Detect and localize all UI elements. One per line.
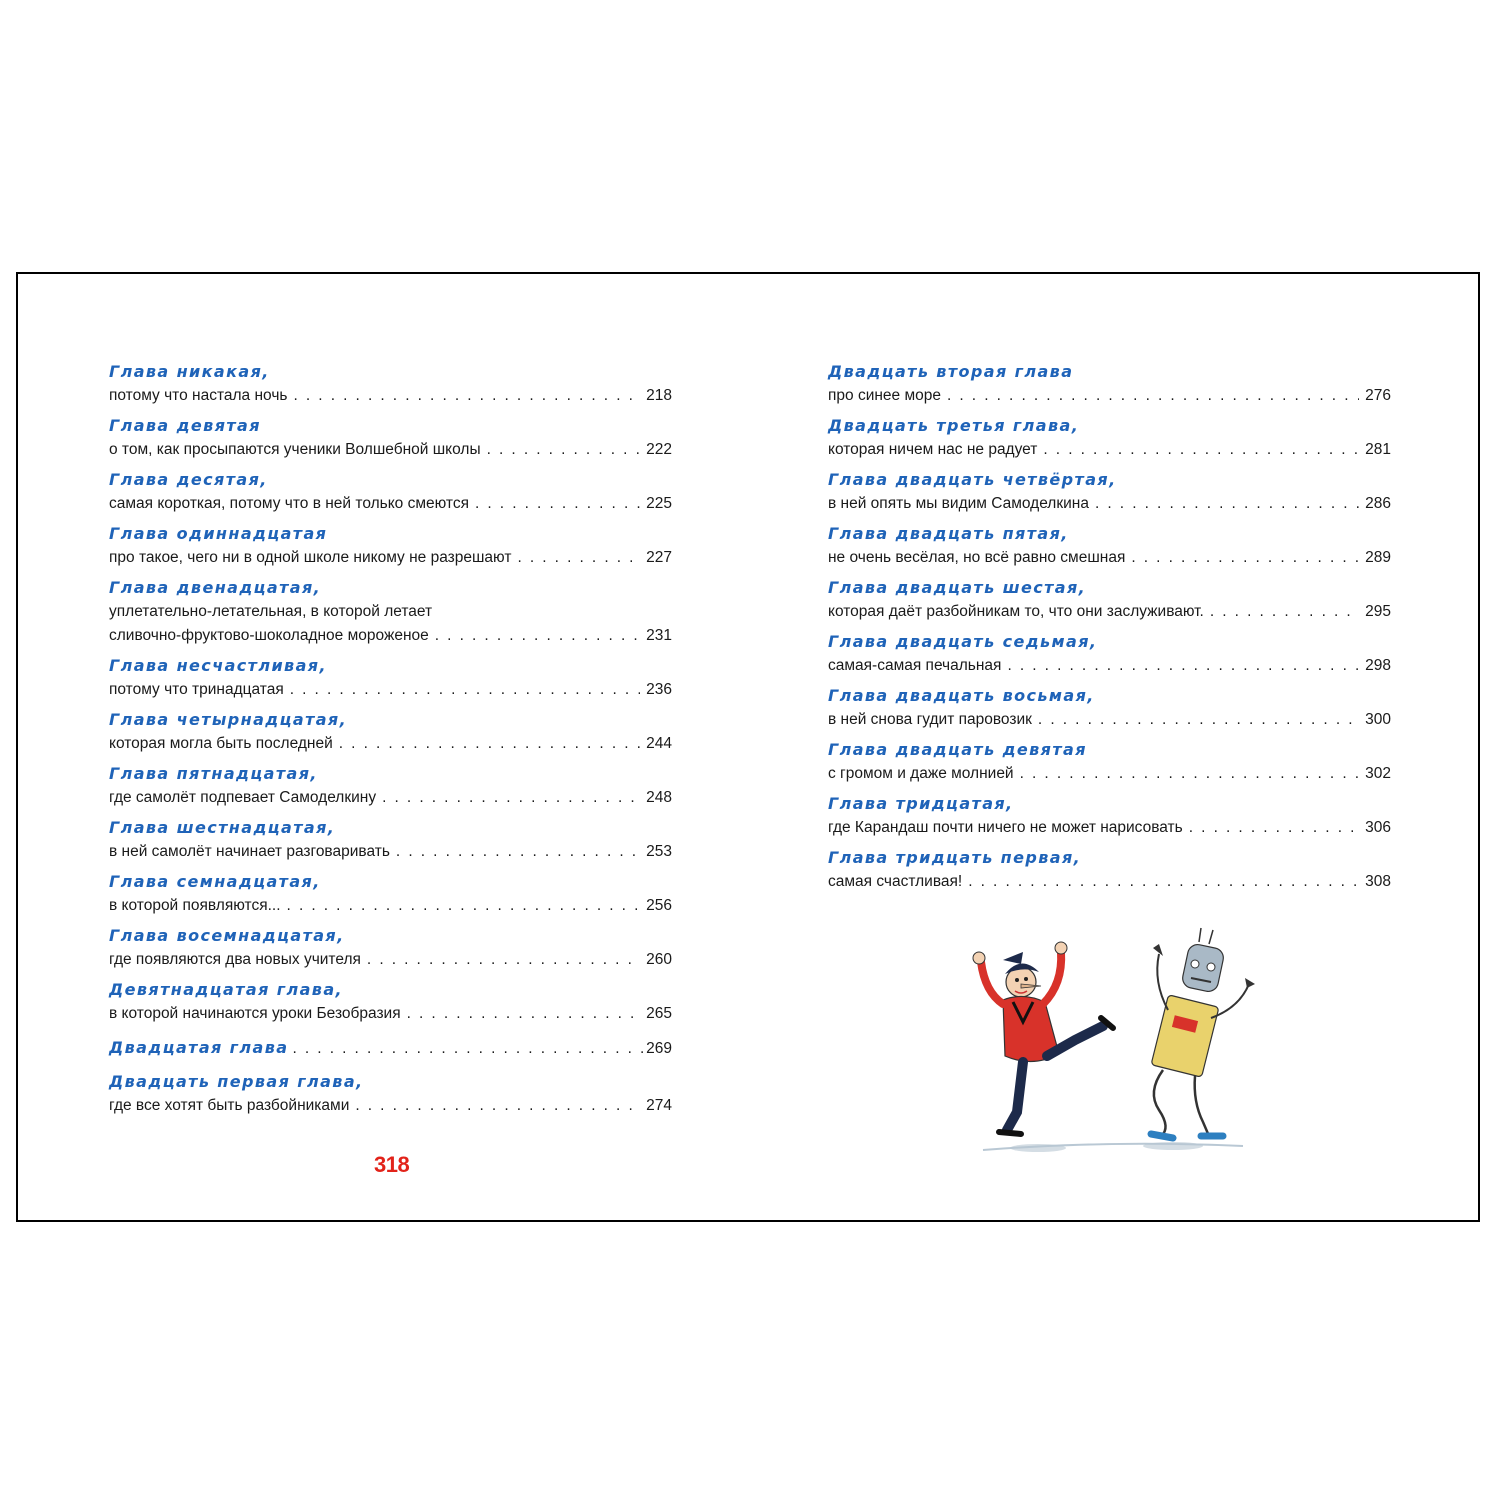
toc-entry[interactable]: [109, 924, 672, 972]
toc-title-line: [109, 1036, 672, 1060]
dot-leader: [1038, 708, 1359, 732]
dot-leader: [1095, 492, 1359, 516]
chapter-subtitle-line: [109, 624, 672, 648]
chapter-subtitle-line: [109, 948, 672, 972]
chapter-page-number: 227: [646, 549, 672, 566]
toc-entry[interactable]: [828, 738, 1391, 786]
chapter-page-number: 236: [646, 681, 672, 698]
chapter-title: Глава двадцать девятая: [828, 740, 1087, 759]
chapter-subtitle-line: [109, 732, 672, 756]
toc-right-column: [828, 360, 1391, 894]
chapter-page-number: 260: [646, 951, 672, 968]
dot-leader: [293, 384, 640, 408]
chapter-subtitle: в ней опять мы видим Самоделкина: [828, 495, 1089, 512]
toc-entry[interactable]: [109, 978, 672, 1026]
chapter-subtitle-line: [109, 894, 672, 918]
chapter-page-number: 286: [1365, 495, 1391, 512]
chapter-subtitle: где самолёт подпевает Самоделкину: [109, 789, 377, 806]
dot-leader: [382, 786, 640, 810]
chapter-subtitle-line: [109, 492, 672, 516]
chapter-subtitle: где все хотят быть разбойниками: [109, 1097, 350, 1114]
chapter-subtitle-line: [109, 678, 672, 702]
chapter-page-number: 295: [1365, 603, 1391, 620]
toc-entry[interactable]: [109, 576, 672, 648]
chapter-subtitle: уплетательно-летательная, в которой летает: [109, 603, 433, 620]
chapter-title: Глава двенадцатая,: [109, 578, 322, 597]
chapter-title: Глава двадцать восьмая,: [828, 686, 1095, 705]
chapter-subtitle-line: [828, 438, 1391, 462]
chapter-subtitle: потому что тринадцатая: [109, 681, 284, 698]
chapter-page-number: 222: [646, 441, 672, 458]
chapter-subtitle: где Карандаш почти ничего не может нарисовать: [828, 819, 1183, 836]
dot-leader: [517, 546, 640, 570]
chapter-subtitle-line: [828, 600, 1391, 624]
pencil-character-icon: [973, 942, 1113, 1134]
chapter-subtitle-line: [109, 1094, 672, 1118]
chapter-subtitle-line: [109, 384, 672, 408]
chapter-title: Глава несчастливая,: [109, 656, 327, 675]
toc-entry[interactable]: [828, 360, 1391, 408]
toc-entry[interactable]: [828, 630, 1391, 678]
chapter-title: Двадцать вторая глава: [828, 362, 1074, 381]
chapter-subtitle-line: [828, 546, 1391, 570]
dot-leader: [367, 948, 640, 972]
chapter-subtitle: про такое, чего ни в одной школе никому не разрешают: [109, 549, 512, 566]
chapter-page-number: 265: [646, 1005, 672, 1022]
chapter-title: Глава шестнадцатая,: [109, 818, 336, 837]
toc-entry[interactable]: [109, 522, 672, 570]
dot-leader: [1007, 654, 1359, 678]
chapter-subtitle: самая счастливая!: [828, 873, 963, 890]
toc-entry[interactable]: [828, 684, 1391, 732]
chapter-page-number: 256: [646, 897, 672, 914]
chapter-title: Глава восемнадцатая,: [109, 926, 345, 945]
book-spread: [16, 272, 1480, 1222]
dot-leader: [290, 678, 640, 702]
chapter-title: Глава двадцать шестая,: [828, 578, 1087, 597]
chapter-title: Глава одиннадцатая: [109, 524, 328, 543]
robot-character-icon: [1151, 928, 1255, 1138]
chapter-title: Двадцать первая глава,: [109, 1072, 364, 1091]
chapter-page-number: 244: [646, 735, 672, 752]
chapter-page-number: 308: [1365, 873, 1391, 890]
toc-entry[interactable]: [828, 846, 1391, 894]
chapter-subtitle-line: [109, 840, 672, 864]
toc-entry[interactable]: [828, 576, 1391, 624]
page-number: 318: [374, 1152, 410, 1177]
chapter-subtitle: где появляются два новых учителя: [109, 951, 361, 968]
chapter-title: Глава двадцать седьмая,: [828, 632, 1098, 651]
chapter-page-number: 231: [646, 627, 672, 644]
chapter-title: Глава пятнадцатая,: [109, 764, 318, 783]
chapter-subtitle-line: [828, 870, 1391, 894]
chapter-subtitle: которая могла быть последней: [109, 735, 333, 752]
chapter-subtitle: которая ничем нас не радует: [828, 441, 1038, 458]
toc-entry[interactable]: [109, 414, 672, 462]
chapter-page-number: 218: [646, 387, 672, 404]
toc-entry[interactable]: [109, 1036, 672, 1060]
dot-leader: [1189, 816, 1359, 840]
dot-leader: [1043, 438, 1359, 462]
dot-leader: [475, 492, 640, 516]
chapter-subtitle: в которой начинаются уроки Безобразия: [109, 1005, 401, 1022]
chapter-subtitle-line: [109, 438, 672, 462]
toc-left-column: [109, 360, 672, 1118]
chapter-page-number: 276: [1365, 387, 1391, 404]
chapter-title: Глава десятая,: [109, 470, 268, 489]
chapter-subtitle: самая короткая, потому что в ней только смеются: [109, 495, 469, 512]
chapter-page-number: 306: [1365, 819, 1391, 836]
toc-entry[interactable]: [109, 468, 672, 516]
chapter-title: Девятнадцатая глава,: [109, 980, 343, 999]
dot-leader: [1210, 600, 1359, 624]
chapter-page-number: 298: [1365, 657, 1391, 674]
dot-leader: [1131, 546, 1359, 570]
chapter-title: Глава четырнадцатая,: [109, 710, 348, 729]
chapter-subtitle-line: [109, 600, 672, 624]
dot-leader: [487, 438, 641, 462]
chapter-page-number: 289: [1365, 549, 1391, 566]
chapter-title: Глава двадцать четвёртая,: [828, 470, 1117, 489]
chapter-subtitle: в ней снова гудит паровозик: [828, 711, 1032, 728]
toc-entry[interactable]: [109, 360, 672, 408]
chapter-subtitle: о том, как просыпаются ученики Волшебной школы: [109, 441, 481, 458]
chapter-subtitle-line: [828, 816, 1391, 840]
chapter-title: Глава семнадцатая,: [109, 872, 321, 891]
chapter-subtitle-line: [828, 762, 1391, 786]
dot-leader: [968, 870, 1359, 894]
chapter-subtitle: не очень весёлая, но всё равно смешная: [828, 549, 1126, 566]
toc-entry[interactable]: [109, 1070, 672, 1118]
toc-entry[interactable]: [109, 816, 672, 864]
chapter-page-number: 281: [1365, 441, 1391, 458]
dot-leader: [292, 1037, 644, 1061]
toc-entry[interactable]: [109, 870, 672, 918]
chapter-subtitle: в которой появляются...: [109, 897, 281, 914]
chapter-title: Двадцать третья глава,: [828, 416, 1080, 435]
dot-leader: [355, 1094, 640, 1118]
chapter-subtitle: потому что настала ночь: [109, 387, 288, 404]
chapter-title: Глава двадцать пятая,: [828, 524, 1069, 543]
chapter-page-number: 225: [646, 495, 672, 512]
dot-leader: [435, 624, 640, 648]
dot-leader: [396, 840, 640, 864]
chapter-subtitle-line: [109, 1002, 672, 1026]
chapter-subtitle: самая-самая печальная: [828, 657, 1002, 674]
chapter-subtitle-line: [828, 654, 1391, 678]
chapter-subtitle-line: [828, 492, 1391, 516]
chapter-page-number: 274: [646, 1097, 672, 1114]
chapter-page-number: 300: [1365, 711, 1391, 728]
chapter-page-number: 248: [646, 789, 672, 806]
chapter-subtitle: которая даёт разбойникам то, что они заслуживают.: [828, 603, 1204, 620]
chapter-subtitle-line: [109, 546, 672, 570]
chapter-title: Двадцатая глава: [109, 1038, 289, 1057]
toc-entry[interactable]: [828, 414, 1391, 462]
chapter-title: Глава тридцать первая,: [828, 848, 1082, 867]
toc-entry[interactable]: [828, 468, 1391, 516]
chapter-subtitle: с громом и даже молнией: [828, 765, 1014, 782]
toc-entry[interactable]: [109, 708, 672, 756]
chapter-title: Глава тридцатая,: [828, 794, 1014, 813]
chapter-subtitle: про синее море: [828, 387, 941, 404]
chapter-page-number: 253: [646, 843, 672, 860]
dot-leader: [287, 894, 641, 918]
chapter-title: Глава девятая: [109, 416, 261, 435]
chapter-page-number: 302: [1365, 765, 1391, 782]
chapter-subtitle-line: [828, 708, 1391, 732]
chapter-title: Глава никакая,: [109, 362, 270, 381]
chapter-subtitle-line: [109, 786, 672, 810]
chapter-subtitle: сливочно-фруктово-шоколадное мороженое: [109, 627, 429, 644]
toc-entry[interactable]: [828, 792, 1391, 840]
toc-entry[interactable]: [109, 762, 672, 810]
dancing-characters-illustration: [963, 922, 1263, 1162]
toc-entry[interactable]: [109, 654, 672, 702]
dot-leader: [407, 1002, 641, 1026]
toc-entry[interactable]: [828, 522, 1391, 570]
chapter-page-number: 269: [646, 1040, 672, 1057]
chapter-subtitle-line: [828, 384, 1391, 408]
dot-leader: [947, 384, 1359, 408]
chapter-subtitle: в ней самолёт начинает разговаривать: [109, 843, 390, 860]
dot-leader: [339, 732, 640, 756]
dot-leader: [1020, 762, 1360, 786]
